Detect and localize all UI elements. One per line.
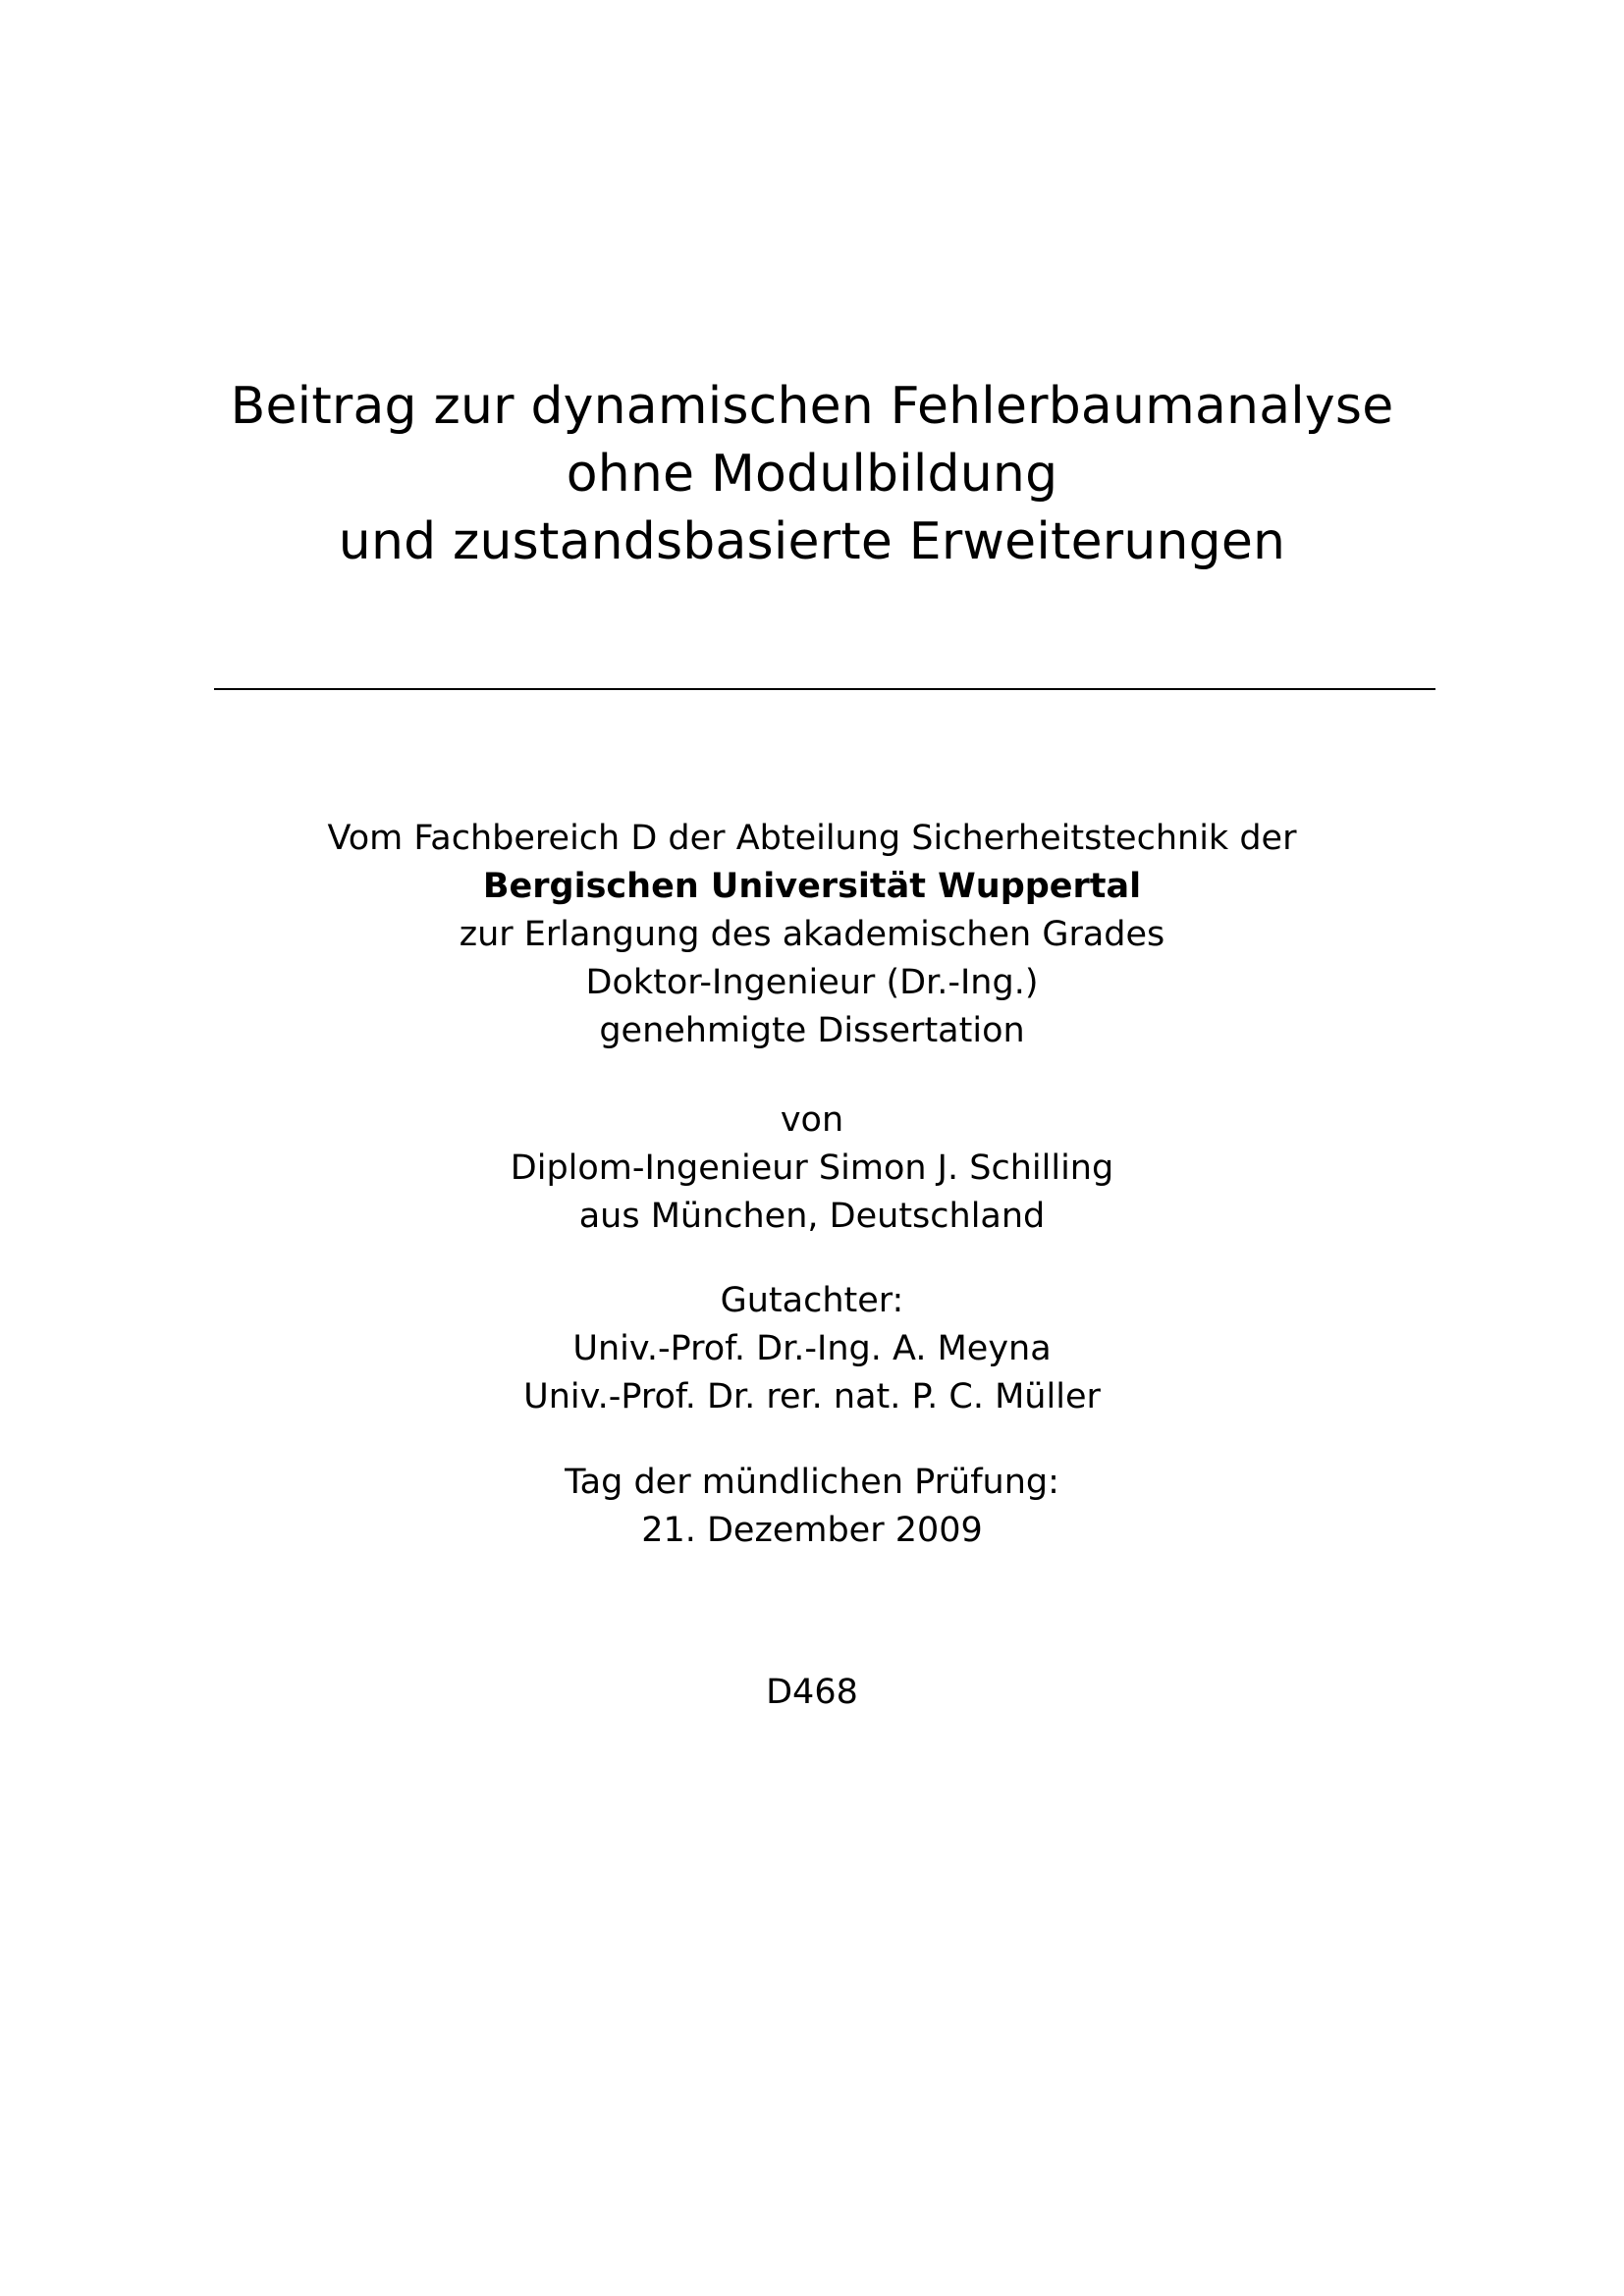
- reviewers-label: Gutachter:: [720, 1281, 904, 1320]
- horizontal-rule: [214, 688, 1435, 690]
- library-code: D468: [766, 1673, 858, 1712]
- author-block: [0, 1096, 1624, 1241]
- reviewer-name: Univ.-Prof. Dr.-Ing. A. Meyna: [572, 1329, 1052, 1368]
- dissertation-title: [0, 373, 1624, 576]
- reviewers-block: [0, 1277, 1624, 1421]
- faculty-line: Vom Fachbereich D der Abteilung Sicherheitstechnik der: [327, 819, 1297, 858]
- by-label: von: [780, 1100, 844, 1140]
- approval-line: genehmigte Dissertation: [599, 1011, 1025, 1050]
- title-line: Beitrag zur dynamischen Fehlerbaumanalyse: [230, 377, 1394, 436]
- degree-name: Doktor-Ingenieur (Dr.-Ing.): [585, 963, 1039, 1002]
- faculty-block: [0, 815, 1624, 1055]
- exam-label: Tag der mündlichen Prüfung:: [565, 1463, 1059, 1502]
- author-origin: aus München, Deutschland: [578, 1197, 1046, 1236]
- exam-block: [0, 1459, 1624, 1555]
- exam-date: 21. Dezember 2009: [641, 1511, 983, 1550]
- reviewer-name: Univ.-Prof. Dr. rer. nat. P. C. Müller: [523, 1377, 1101, 1416]
- degree-purpose-line: zur Erlangung des akademischen Grades: [459, 915, 1165, 954]
- author-name: Diplom-Ingenieur Simon J. Schilling: [510, 1148, 1114, 1188]
- title-line: und zustandsbasierte Erweiterungen: [338, 512, 1286, 571]
- library-code-block: [0, 1669, 1624, 1717]
- title-line: ohne Modulbildung: [566, 445, 1058, 504]
- university-name: Bergischen Universität Wuppertal: [482, 867, 1142, 906]
